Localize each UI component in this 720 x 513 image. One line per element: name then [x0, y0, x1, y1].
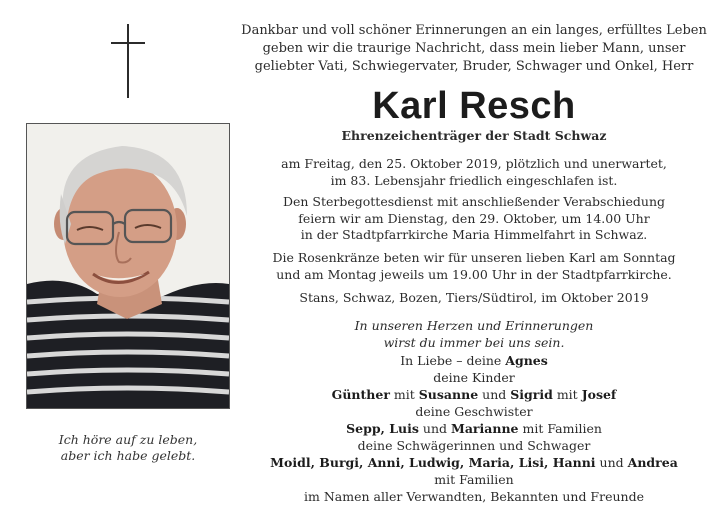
portrait-photo	[26, 123, 230, 409]
mourners-list	[238, 352, 710, 505]
quote-line: Ich höre auf zu leben,	[58, 432, 198, 447]
place-date: Stans, Schwaz, Bozen, Tiers/Südtirol, im Oktober 2019	[299, 290, 649, 305]
funeral-line: in der Stadtpfarrkirche Maria Himmelfahrt in Schwaz.	[300, 227, 648, 242]
mourner-line-inlaws-families: mit Familien	[434, 472, 514, 487]
funeral-line: Den Sterbegottesdienst mit anschließender Verabschiedung	[282, 194, 666, 209]
funeral-line: feiern wir am Dienstag, den 29. Oktober, um 14.00 Uhr	[298, 210, 650, 226]
mourner-closing: im Namen aller Verwandten, Bekannten und Freunde	[304, 489, 644, 504]
intro-text	[238, 22, 710, 76]
quote-line: aber ich habe gelebt.	[60, 448, 196, 463]
funeral-text	[238, 194, 710, 244]
mourner-label-inlaws: deine Schwägerinnen und Schwager	[357, 438, 591, 453]
mourner-line-siblings: Sepp, Luis und Marianne mit Familien	[346, 421, 602, 436]
honorary-title: Ehrenzeichenträger der Stadt Schwaz	[341, 128, 607, 143]
mourner-label-children: deine Kinder	[433, 370, 515, 385]
intro-line: geben wir die traurige Nachricht, dass mein lieber Mann, unser	[262, 41, 686, 56]
memory-line: wirst du immer bei uns sein.	[383, 334, 565, 350]
rosary-line: und am Montag jeweils um 19.00 Uhr in der Stadtpfarrkirche.	[276, 266, 672, 282]
mourner-line-inlaws: Moidl, Burgi, Anni, Ludwig, Maria, Lisi, Hanni und Andrea	[270, 455, 678, 470]
rosary-line: Die Rosenkränze beten wir für unseren lieben Karl am Sonntag	[272, 250, 676, 265]
mourner-line-children: Günther mit Susanne und Sigrid mit Josef	[331, 387, 617, 402]
passing-line: im 83. Lebensjahr friedlich eingeschlafen ist.	[330, 172, 618, 188]
passing-text	[238, 156, 710, 189]
mourner-label-siblings: deine Geschwister	[415, 404, 533, 419]
intro-line: Dankbar und voll schöner Erinnerungen an ein langes, erfülltes Leben	[241, 23, 707, 38]
wife-name: Agnes	[505, 353, 548, 368]
memory-line: In unseren Herzen und Erinnerungen	[354, 318, 594, 333]
passing-line: am Freitag, den 25. Oktober 2019, plötzlich und unerwartet,	[281, 156, 667, 171]
intro-line: geliebter Vati, Schwiegervater, Bruder, Schwager und Onkel, Herr	[254, 59, 694, 74]
memorial-quote	[26, 432, 230, 464]
rosary-text	[238, 250, 710, 283]
mourner-line-wife: In Liebe – deine Agnes	[400, 353, 548, 368]
deceased-name: Karl Resch	[372, 85, 576, 127]
cross-icon	[111, 24, 145, 98]
memory-text	[238, 318, 710, 351]
